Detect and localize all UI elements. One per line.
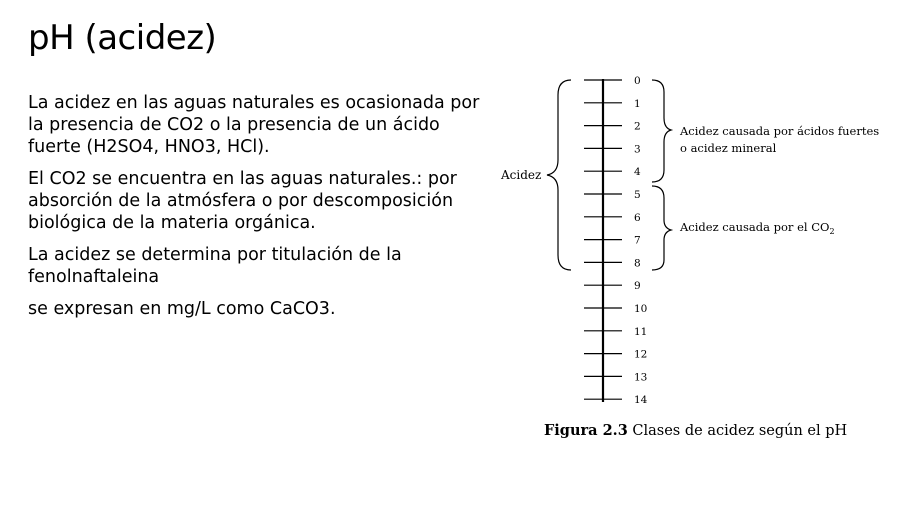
scale-tick-label-4: 4 [634, 166, 641, 179]
scale-tick-label-3: 3 [634, 143, 641, 156]
scale-tick-label-6: 6 [634, 211, 641, 224]
scale-tick-label-1: 1 [634, 97, 641, 110]
scale-ticks [584, 75, 648, 406]
scale-tick-label-10: 10 [634, 303, 648, 315]
scale-tick-label-13: 13 [634, 371, 648, 384]
figure-caption: Figura 2.3 Clases de acidez según el pH [544, 422, 848, 439]
paragraph-co2-source: El CO2 se encuentra en las aguas naturales.: por absorción de la atmósfera o por descomposición biológica de la materia orgánica. [28, 169, 457, 233]
slide-title: pH (acidez) [28, 18, 217, 58]
paragraph-units: se expresan en mg/L como CaCO3. [28, 299, 336, 319]
scale-tick-label-7: 7 [634, 234, 641, 247]
paragraph-acidity-cause: La acidez en las aguas naturales es ocasionada por la presencia de CO2 o la presencia de un ácido fuerte (H2SO4, HNO3, HCl). [28, 93, 480, 157]
scale-tick-label-8: 8 [634, 257, 641, 270]
scale-tick-label-5: 5 [634, 189, 641, 201]
label-co2-acidity: Acidez causada por el $CO_2$ [680, 220, 835, 236]
scale-tick-label-11: 11 [634, 325, 648, 338]
scale-tick-label-12: 12 [634, 348, 648, 361]
left-brace-acidez [547, 80, 571, 270]
brace-co2-acidity [652, 186, 671, 270]
label-acidez: Acidez [501, 168, 542, 182]
label-mineral-acidity-1: Acidez causada por ácidos fuertes [680, 124, 880, 138]
brace-mineral-acidity [652, 80, 671, 182]
scale-tick-label-2: 2 [634, 120, 641, 133]
label-mineral-acidity-2: o acidez mineral [680, 141, 777, 155]
scale-tick-label-14: 14 [634, 394, 648, 407]
scale-tick-label-0: 0 [634, 75, 641, 87]
paragraph-titration: La acidez se determina por titulación de la fenolnaftaleina [28, 245, 402, 287]
scale-tick-label-9: 9 [634, 280, 641, 293]
